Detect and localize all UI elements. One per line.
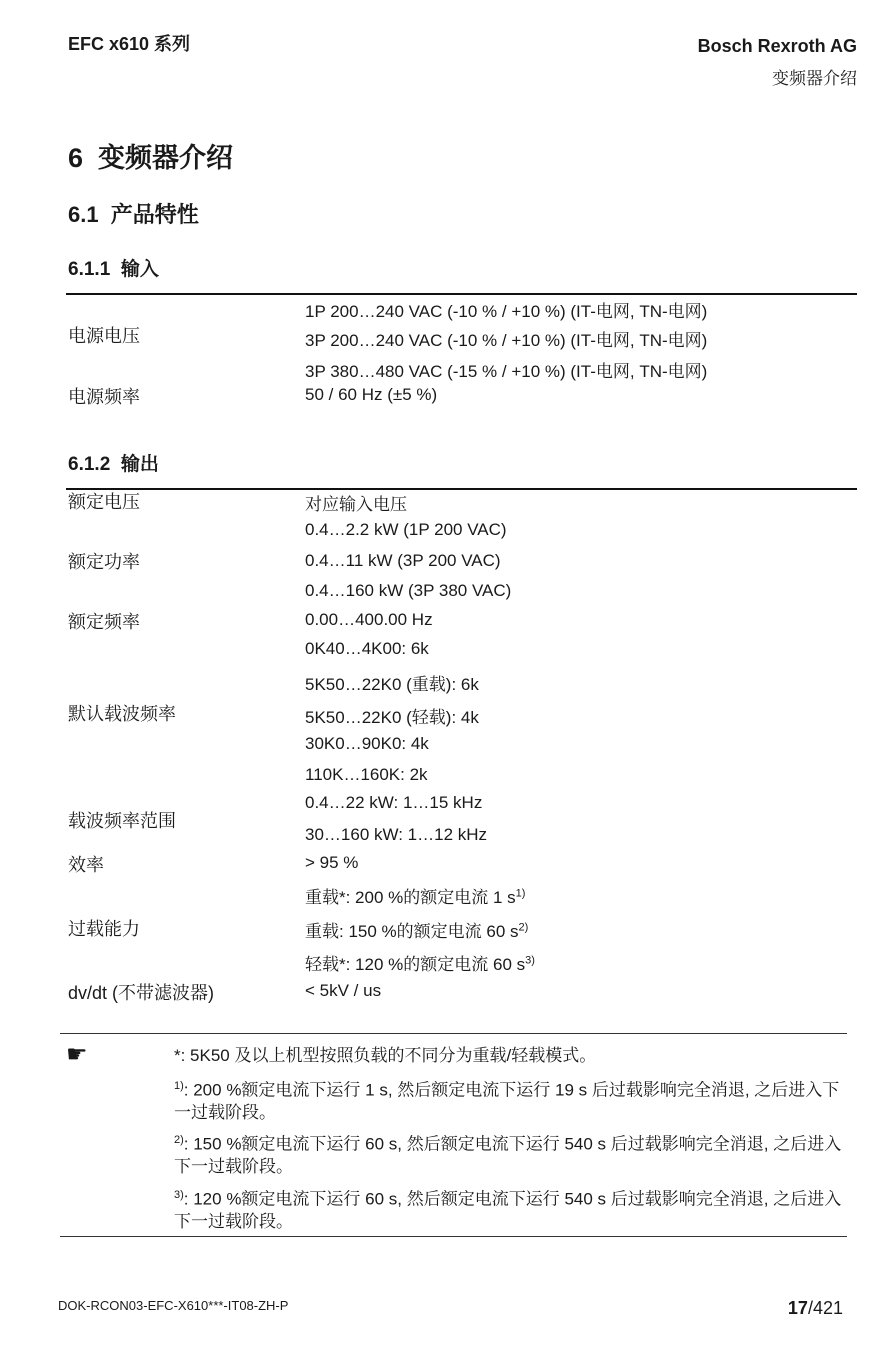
efficiency-label: 效率 [68,855,104,875]
carrier-range-label: 载波频率范围 [68,811,176,831]
note-item: $^{3)}$: 120 %额定电流下运行 60 s, 然后额定电流下运行 540 s 后过载影响完全消退, 之后进入下一过载阶段。 [174,1189,842,1231]
section-title: 6.1 产品特性 [68,202,199,227]
document-id: DOK-RCON03-EFC-X610***-IT08-ZH-P [58,1298,289,1313]
input-heading: 6.1.1 输入 [68,259,159,280]
overload-label: 过载能力 [68,919,140,939]
carrier-default-value: 110K…160K: 2k [305,765,428,784]
supply-frequency-value: 50 / 60 Hz (±5 %) [305,385,438,404]
overload-value: 轻载*: 120 %的额定电流 60 $s^{3)}$ [305,954,535,974]
supply-voltage-value: 1P 200…240 VAC (-10 % / +10 %) (IT-电网, TN-电网) [305,302,708,321]
supply-voltage-value: 3P 200…240 VAC (-10 % / +10 %) (IT-电网, TN-电网) [305,331,708,350]
overload-value: 重载: 150 %的额定电流 60 $s^{2)}$ [305,921,529,941]
page-number: 17/421 [787,1298,843,1318]
notes-bottom-rule [60,1236,847,1237]
supply-voltage-value: 3P 380…480 VAC (-15 % / +10 %) (IT-电网, TN-电网) [305,362,708,381]
running-section-name: 变频器介绍 [772,69,857,88]
rated-power-value: 0.4…2.2 kW (1P 200 VAC) [305,520,507,539]
supply-frequency-label: 电源频率 [68,387,140,407]
rated-frequency-value: 0.00…400.00 Hz [305,610,433,629]
chapter-title: 6 变频器介绍 [68,143,234,173]
company-name: Bosch Rexroth AG [697,36,857,56]
notes-top-rule [60,1033,847,1034]
input-table-rule [66,293,857,295]
note-item: $^{2)}$: 150 %额定电流下运行 60 s, 然后额定电流下运行 540 s 后过载影响完全消退, 之后进入下一过载阶段。 [174,1134,842,1176]
supply-voltage-label: 电源电压 [68,326,140,346]
document-series-title: EFC x610 系列 [68,34,191,54]
overload-value: 重载*: 200 %的额定电流 1 $s^{1)}$ [305,887,526,907]
output-table-rule [66,488,857,490]
carrier-default-value: 5K50…22K0 (重载): 6k [305,675,479,694]
rated-power-value: 0.4…11 kW (3P 200 VAC) [305,551,501,570]
carrier-default-value: 5K50…22K0 (轻载): 4k [305,708,479,727]
note-item: $^{1)}$: 200 %额定电流下运行 1 s, 然后额定电流下运行 19 s 后过载影响完全消退, 之后进入下一过载阶段。 [174,1080,840,1122]
rated-voltage-label: 额定电压 [68,492,140,512]
rated-frequency-label: 额定频率 [68,612,140,632]
note-item: *: 5K50 及以上机型按照负载的不同分为重载/轻载模式。 [174,1046,597,1065]
carrier-default-value: 30K0…90K0: 4k [305,734,429,753]
efficiency-value: > 95 % [305,853,359,872]
pointing-hand-icon: ☛ [66,1041,87,1068]
carrier-range-value: 0.4…22 kW: 1…15 kHz [305,793,483,812]
rated-voltage-value: 对应输入电压 [305,495,407,514]
rated-power-label: 额定功率 [68,552,140,572]
carrier-default-value: 0K40…4K00: 6k [305,639,429,658]
rated-power-value: 0.4…160 kW (3P 380 VAC) [305,581,512,600]
dvdt-label: dv/dt (不带滤波器) [68,983,215,1003]
dvdt-value: < 5kV / us [305,981,382,1000]
carrier-range-value: 30…160 kW: 1…12 kHz [305,825,488,844]
carrier-default-label: 默认载波频率 [68,704,176,724]
output-heading: 6.1.2 输出 [68,454,159,475]
